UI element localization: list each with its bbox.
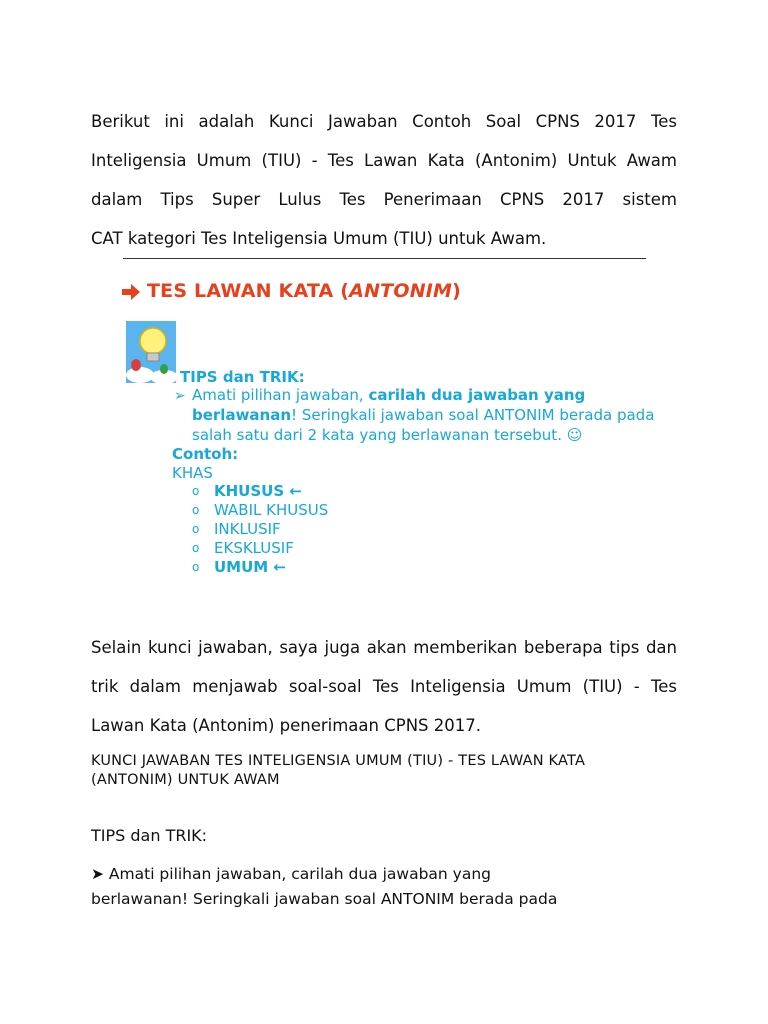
bullet-icon: o bbox=[192, 484, 200, 498]
heading-line: KUNCI JAWABAN TES INTELIGENSIA UMUM (TIU) - TES LAWAN KATA bbox=[91, 753, 586, 769]
second-paragraph bbox=[91, 628, 677, 745]
intro-line: Inteligensia Umum (TIU) - Tes Lawan Kata (Antonim) Untuk Awam bbox=[91, 151, 677, 170]
section-heading bbox=[91, 752, 691, 790]
image-title-italic: ANTONIM bbox=[349, 280, 453, 302]
answer-option-label: WABIL KHUSUS bbox=[214, 501, 329, 519]
intro-line: Berikut ini adalah Kunci Jawaban Contoh Soal CPNS 2017 Tes bbox=[91, 112, 677, 131]
tip-text-bold: carilah dua jawaban yang bbox=[368, 386, 586, 404]
intro-line: CAT kategori Tes Inteligensia Umum (TIU) untuk Awam. bbox=[91, 229, 547, 248]
image-tip-line bbox=[192, 405, 654, 425]
image-tip-line: salah satu dari 2 kata yang berlawanan tersebut. ☺ bbox=[192, 426, 583, 444]
answer-option-label: KHUSUS ← bbox=[214, 482, 302, 500]
tips-title: TIPS dan TRIK: bbox=[91, 826, 208, 845]
image-tips-heading: TIPS dan TRIK: bbox=[180, 368, 305, 386]
paragraph-line: ➤ Amati pilihan jawaban, carilah dua jawaban yang bbox=[91, 865, 491, 883]
tip-text-plain: Amati pilihan jawaban, bbox=[192, 386, 369, 404]
bullet-icon: o bbox=[192, 503, 200, 517]
image-tip-line bbox=[192, 385, 585, 405]
paragraph-line: berlawanan! Seringkali jawaban soal ANTONIM berada pada bbox=[91, 890, 558, 908]
heading-line: (ANTONIM) UNTUK AWAM bbox=[91, 772, 280, 788]
tip-text-plain: ! Seringkali jawaban soal ANTONIM berada pada bbox=[291, 406, 655, 424]
tip-text-bold: berlawanan bbox=[192, 406, 292, 424]
bullet-icon: o bbox=[192, 560, 200, 574]
image-title bbox=[147, 280, 461, 302]
intro-line: dalam Tips Super Lulus Tes Penerimaan CPNS 2017 sistem bbox=[91, 190, 677, 209]
tips-paragraph bbox=[91, 862, 557, 912]
question-word: KHAS bbox=[172, 464, 213, 482]
red-arrow-icon bbox=[122, 283, 140, 305]
lightbulb-icon bbox=[126, 321, 176, 383]
paragraph-line: Lawan Kata (Antonim) penerimaan CPNS 2017. bbox=[91, 716, 481, 735]
answer-option-label: INKLUSIF bbox=[214, 520, 281, 538]
answer-option-label: EKSKLUSIF bbox=[214, 539, 294, 557]
paragraph-line: trik dalam menjawab soal-soal Tes Inteligensia Umum (TIU) - Tes bbox=[91, 677, 677, 696]
tip-arrow-icon: ➢ bbox=[174, 388, 186, 404]
horizontal-rule bbox=[123, 258, 646, 259]
bullet-icon: o bbox=[192, 541, 200, 555]
contoh-label: Contoh: bbox=[172, 445, 239, 463]
image-title-suffix: ) bbox=[452, 280, 462, 302]
embedded-tips-image bbox=[122, 272, 662, 592]
paragraph-line: Selain kunci jawaban, saya juga akan memberikan beberapa tips dan bbox=[91, 638, 677, 657]
answer-option-label: UMUM ← bbox=[214, 558, 287, 576]
bullet-icon: o bbox=[192, 522, 200, 536]
intro-paragraph bbox=[91, 102, 677, 258]
image-title-prefix: TES LAWAN KATA ( bbox=[147, 280, 350, 302]
